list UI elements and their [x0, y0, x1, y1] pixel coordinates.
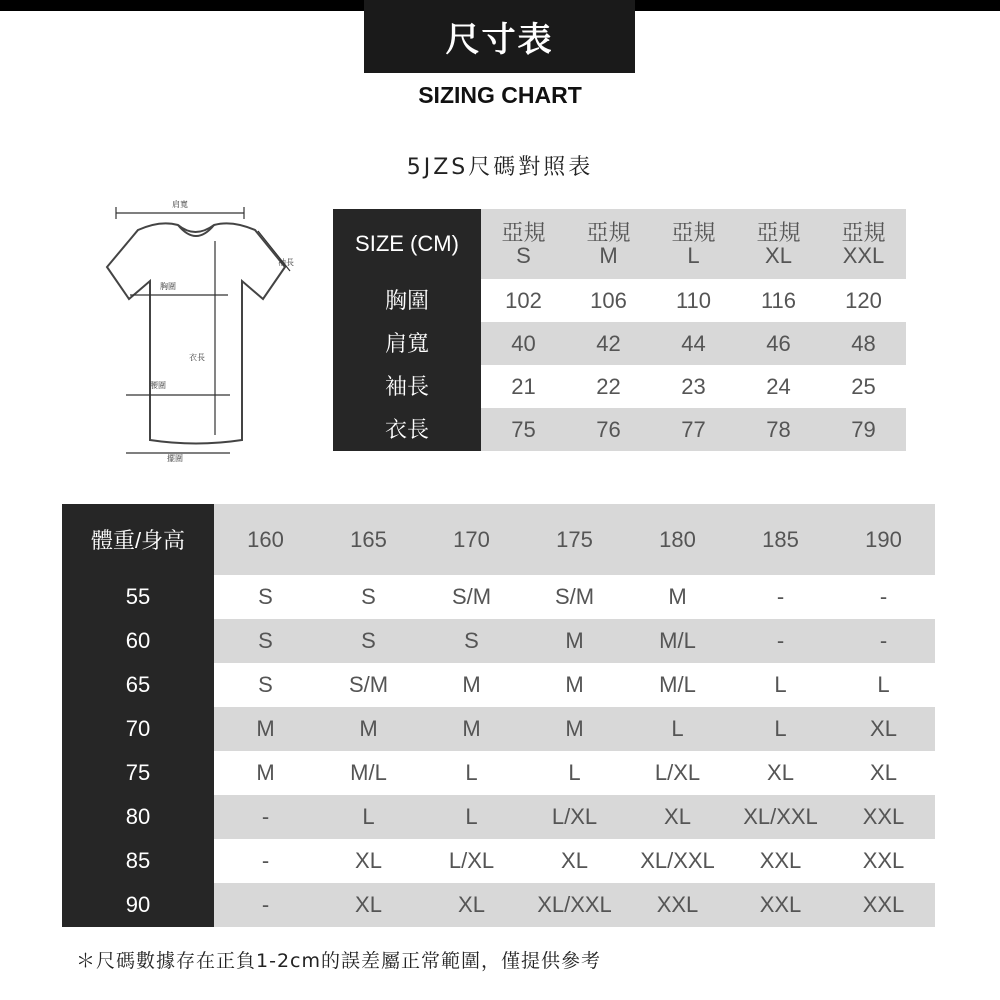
size-header-row: [333, 209, 906, 279]
table-cell: M: [256, 760, 275, 785]
table-cell: XL: [832, 707, 935, 751]
height-header: 175: [523, 504, 626, 575]
weight-label: 75: [62, 751, 214, 795]
shoulder-label: 肩寬: [172, 200, 188, 209]
table-cell: XL: [561, 848, 588, 873]
table-cell: S: [214, 619, 317, 663]
table-cell: L: [317, 795, 420, 839]
sleeve-label: 袖長: [278, 258, 294, 267]
table-cell: -: [832, 619, 935, 663]
weight-label: 70: [62, 707, 214, 751]
table-cell: S/M: [554, 584, 595, 609]
table-cell: XXL: [759, 848, 802, 873]
fit-row: [62, 751, 935, 795]
table-cell: 75: [481, 408, 566, 451]
table-cell: S: [317, 619, 420, 663]
table-cell: 40: [481, 322, 566, 365]
table-cell: M: [668, 584, 687, 609]
table-cell: 46: [736, 322, 821, 365]
weight-height-fit-table: [62, 504, 935, 927]
table-cell: L: [568, 760, 581, 785]
table-cell: M: [565, 672, 584, 697]
height-header: 165: [317, 504, 420, 575]
size-row-chest: [333, 279, 906, 322]
table-cell: 25: [851, 373, 876, 399]
table-cell: L: [877, 672, 890, 697]
table-cell: M: [214, 707, 317, 751]
table-cell: S: [361, 584, 376, 609]
table-cell: L: [729, 707, 832, 751]
table-cell: 22: [596, 373, 621, 399]
table-cell: L/XL: [448, 848, 495, 873]
height-header: 170: [420, 504, 523, 575]
table-cell: 102: [505, 287, 542, 313]
fit-row: [62, 707, 935, 751]
weight-label: 60: [62, 619, 214, 663]
table-cell: 42: [566, 322, 651, 365]
hem-label: 擺圍: [167, 454, 183, 463]
table-cell: XXL: [626, 883, 729, 927]
size-col-s: 亞規 S: [481, 209, 566, 279]
table-cell: XXL: [832, 795, 935, 839]
table-cell: -: [261, 848, 270, 873]
table-cell: 106: [590, 287, 627, 313]
table-cell: M: [317, 707, 420, 751]
table-cell: 79: [821, 408, 906, 451]
height-header: 190: [832, 504, 935, 575]
table-cell: -: [214, 883, 317, 927]
table-cell: 21: [511, 373, 536, 399]
table-cell: M: [420, 707, 523, 751]
table-cell: -: [729, 619, 832, 663]
table-cell: M/L: [626, 619, 729, 663]
size-row-sleeve: [333, 365, 906, 408]
table-cell: 44: [651, 322, 736, 365]
table-cell: XL: [626, 795, 729, 839]
table-cell: -: [776, 584, 785, 609]
table-cell: XL/XXL: [640, 848, 715, 873]
size-corner-cell: SIZE (CM): [333, 209, 481, 279]
table-cell: XL/XXL: [523, 883, 626, 927]
table-cell: -: [214, 795, 317, 839]
size-col-l: 亞規 L: [651, 209, 736, 279]
size-col-xl: 亞規 XL: [736, 209, 821, 279]
size-col-xxl: 亞規 XXL: [821, 209, 906, 279]
tshirt-outline-icon: [107, 223, 285, 443]
table-cell: XXL: [832, 883, 935, 927]
table-cell: XL/XXL: [729, 795, 832, 839]
height-header: 180: [626, 504, 729, 575]
size-measurement-table: [333, 209, 906, 451]
table-cell: XL: [870, 760, 897, 785]
table-cell: 77: [651, 408, 736, 451]
table-cell: M/L: [350, 760, 387, 785]
page-subtitle: SIZING CHART: [418, 82, 582, 108]
table-cell: S: [258, 584, 273, 609]
table-cell: -: [879, 584, 888, 609]
weight-label: 90: [62, 883, 214, 927]
table-cell: XL: [767, 760, 794, 785]
height-header: 185: [729, 504, 832, 575]
table-cell: XL: [355, 848, 382, 873]
table-cell: L: [465, 760, 478, 785]
table-cell: M: [523, 619, 626, 663]
table-cell: S/M: [451, 584, 492, 609]
table-cell: L/XL: [654, 760, 701, 785]
fit-row: [62, 575, 935, 619]
weight-label: 80: [62, 795, 214, 839]
table-cell: XL: [420, 883, 523, 927]
table-cell: M: [523, 707, 626, 751]
weight-label: 55: [62, 575, 214, 619]
row-label: 肩寬: [333, 322, 481, 365]
size-row-shoulder: [333, 322, 906, 365]
weight-label: 85: [62, 839, 214, 883]
table-cell: 76: [566, 408, 651, 451]
height-header: 160: [214, 504, 317, 575]
table-cell: 78: [736, 408, 821, 451]
table-cell: S: [258, 672, 273, 697]
length-label: 衣長: [189, 353, 205, 362]
fit-row: [62, 839, 935, 883]
table-cell: 120: [845, 287, 882, 313]
weight-label: 65: [62, 663, 214, 707]
table-cell: 110: [675, 287, 712, 313]
row-label: 衣長: [333, 408, 481, 451]
size-row-length: [333, 408, 906, 451]
table-cell: XXL: [862, 848, 905, 873]
fit-row: [62, 663, 935, 707]
table-cell: 116: [760, 287, 797, 313]
table-cell: 24: [766, 373, 791, 399]
table-cell: L: [774, 672, 787, 697]
table-cell: S: [420, 619, 523, 663]
table-cell: M/L: [659, 672, 696, 697]
height-header-row: [62, 504, 935, 575]
table-cell: S/M: [348, 672, 389, 697]
table-cell: XL: [317, 883, 420, 927]
disclaimer-note: ＊尺碼數據存在正負1-2cm的誤差屬正常範圍，僅提供參考: [76, 950, 601, 972]
waist-label: 腰圍: [150, 381, 166, 390]
fit-row: [62, 883, 935, 927]
size-col-m: 亞規 M: [566, 209, 651, 279]
size-table-title: 5JZS尺碼對照表: [406, 155, 594, 180]
table-cell: L: [420, 795, 523, 839]
row-label: 胸圍: [333, 279, 481, 322]
chest-label: 胸圍: [160, 282, 176, 291]
tshirt-measurement-diagram: [80, 195, 320, 465]
table-cell: L: [626, 707, 729, 751]
table-cell: 23: [681, 373, 706, 399]
table-cell: XXL: [729, 883, 832, 927]
fit-corner-cell: 體重/身高: [62, 504, 214, 575]
table-cell: 48: [821, 322, 906, 365]
table-cell: L/XL: [523, 795, 626, 839]
page-title: 尺寸表: [364, 0, 635, 73]
fit-row: [62, 795, 935, 839]
fit-row: [62, 619, 935, 663]
table-cell: M: [462, 672, 481, 697]
row-label: 袖長: [333, 365, 481, 408]
